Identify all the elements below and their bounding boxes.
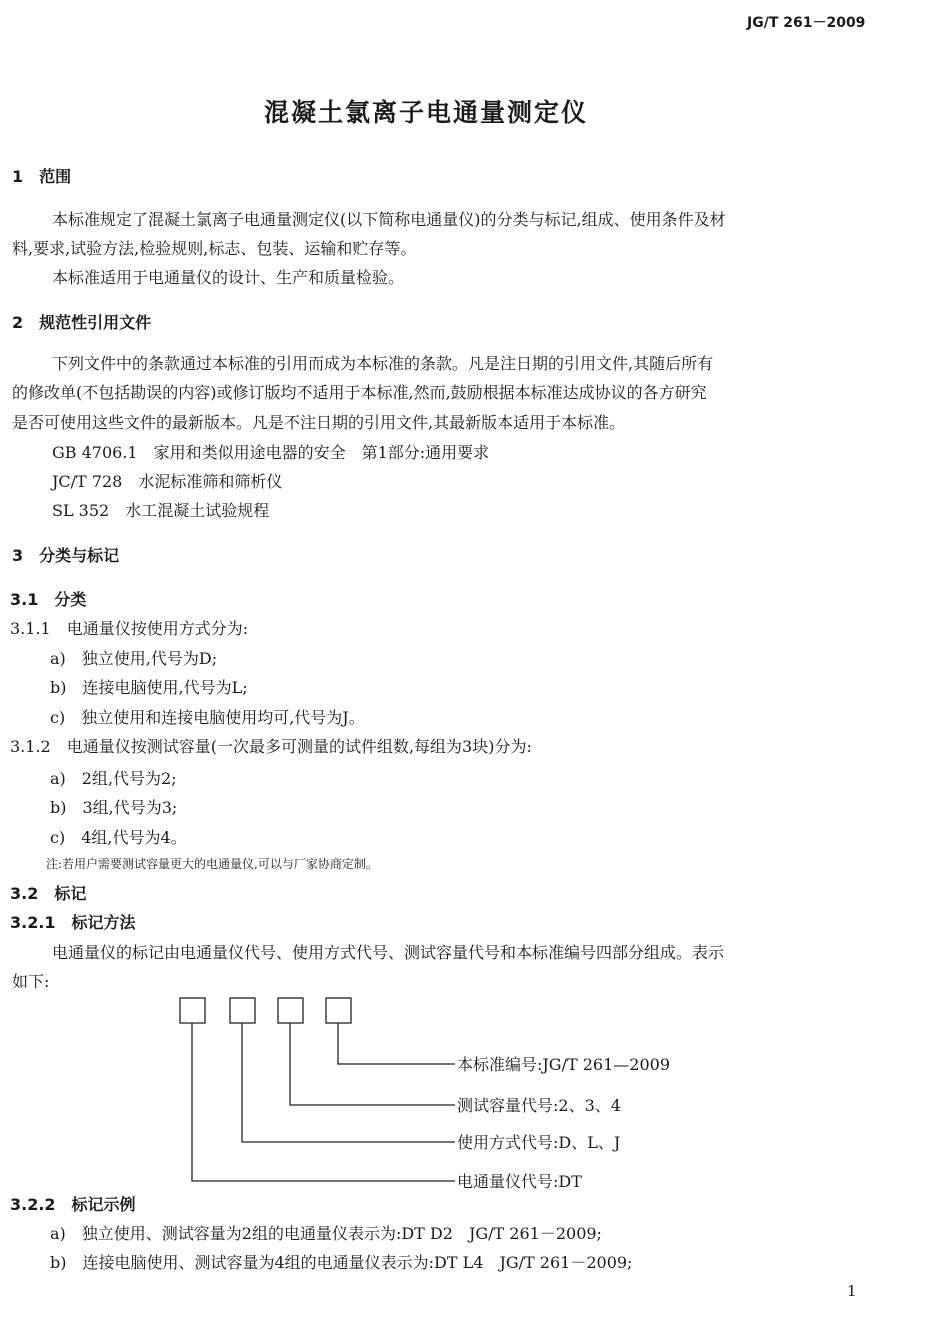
section-3-2-1-paragraph-line: 电通量仪的标记由电通量仪代号、使用方式代号、测试容量代号和本标准编号四部分组成。表示 xyxy=(52,943,725,962)
marking-box xyxy=(180,998,205,1023)
section-3-2-1-paragraph-line: 如下: xyxy=(12,972,50,991)
marking-diagram xyxy=(170,990,710,1195)
list-item: b) 连接电脑使用,代号为L; xyxy=(50,678,248,697)
section-2-heading: 2 规范性引用文件 xyxy=(12,313,152,332)
reference-item: SL 352 水工混凝土试验规程 xyxy=(52,501,270,520)
list-item: b) 连接电脑使用、测试容量为4组的电通量仪表示为:DT L4 JG/T 261－2009; xyxy=(50,1253,633,1272)
section-3-heading: 3 分类与标记 xyxy=(12,546,120,565)
section-3-1-heading: 3.1 分类 xyxy=(10,590,87,609)
section-2-paragraph-line: 的修改单(不包括勘误的内容)或修订版均不适用于本标准,然而,鼓励根据本标准达成协议的各方研究 xyxy=(12,383,707,402)
list-item: a) 2组,代号为2; xyxy=(50,769,177,788)
diagram-label: 本标准编号:JG/T 261—2009 xyxy=(457,1055,670,1074)
reference-item: JC/T 728 水泥标准筛和筛析仪 xyxy=(52,472,283,491)
section-3-1-1-heading: 3.1.1 电通量仪按使用方式分为: xyxy=(10,619,249,638)
list-item: c) 4组,代号为4。 xyxy=(50,828,187,847)
section-1-paragraph-line: 料,要求,试验方法,检验规则,标志、包装、运输和贮存等。 xyxy=(12,239,417,258)
reference-item: GB 4706.1 家用和类似用途电器的安全 第1部分:通用要求 xyxy=(52,443,490,462)
section-1-paragraph: 本标准适用于电通量仪的设计、生产和质量检验。 xyxy=(52,268,405,287)
diagram-label: 测试容量代号:2、3、4 xyxy=(457,1096,621,1115)
section-3-1-2-heading: 3.1.2 电通量仪按测试容量(一次最多可测量的试件组数,每组为3块)分为: xyxy=(10,737,532,756)
leader-line xyxy=(192,1023,455,1181)
marking-box xyxy=(326,998,351,1023)
marking-box xyxy=(230,998,255,1023)
section-3-2-2-heading: 3.2.2 标记示例 xyxy=(10,1195,136,1214)
marking-box xyxy=(278,998,303,1023)
diagram-label: 使用方式代号:D、L、J xyxy=(457,1133,621,1152)
list-item: c) 独立使用和连接电脑使用均可,代号为J。 xyxy=(50,708,365,727)
section-2-paragraph-line: 下列文件中的条款通过本标准的引用而成为本标准的条款。凡是注日期的引用文件,其随后所有 xyxy=(52,354,714,373)
leader-line xyxy=(338,1023,455,1064)
list-item: b) 3组,代号为3; xyxy=(50,798,178,817)
header-standard-code: JG/T 261－2009 xyxy=(747,15,866,31)
section-1-paragraph-line: 本标准规定了混凝土氯离子电通量测定仪(以下简称电通量仪)的分类与标记,组成、使用条件及材 xyxy=(52,210,726,229)
page-number: 1 xyxy=(847,1282,857,1300)
section-2-paragraph-line: 是否可使用这些文件的最新版本。凡是不注日期的引用文件,其最新版本适用于本标准。 xyxy=(12,413,626,432)
list-item: a) 独立使用,代号为D; xyxy=(50,649,218,668)
note: 注:若用户需要测试容量更大的电通量仪,可以与厂家协商定制。 xyxy=(46,857,378,871)
diagram-label: 电通量仪代号:DT xyxy=(457,1172,582,1191)
section-3-2-heading: 3.2 标记 xyxy=(10,884,87,903)
document-title: 混凝土氯离子电通量测定仪 xyxy=(264,98,589,127)
section-1-heading: 1 范围 xyxy=(12,167,72,186)
leader-line xyxy=(242,1023,455,1142)
section-3-2-1-heading: 3.2.1 标记方法 xyxy=(10,913,136,932)
list-item: a) 独立使用、测试容量为2组的电通量仪表示为:DT D2 JG/T 261－2009; xyxy=(50,1224,602,1243)
